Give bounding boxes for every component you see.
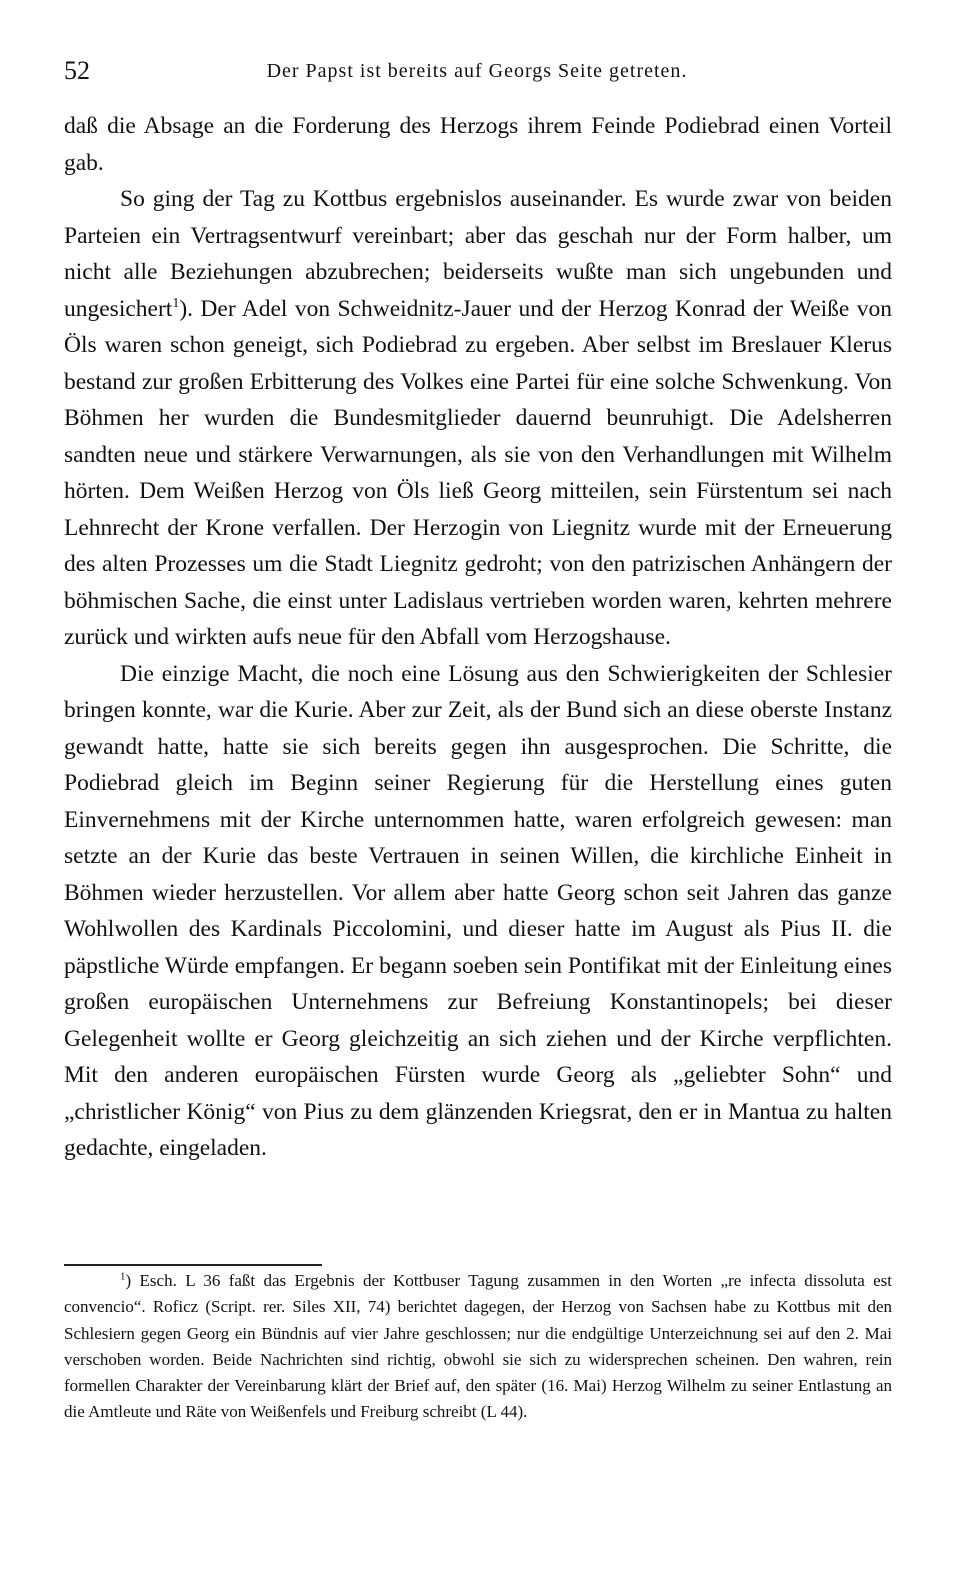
paragraph (64, 181, 892, 656)
paragraph (64, 108, 892, 181)
paragraph-text: Die einzige Macht, die noch eine Lösung aus den Schwierigkeiten der Schlesier bringen konnte, war die Kurie. Aber zur Zeit, als der Bund sich an diese oberste Instanz gewandt hatte, hatte sie sich bereits gegen ihn ausgesprochen. Die Schritte, die Podiebrad gleich im Beginn seiner Regierung für die Herstellung eines guten Einvernehmens mit der Kirche unternommen hatte, waren erfolgreich gewesen: man setzte an der Kurie das beste Vertrauen in seinen Willen, die kirchliche Einheit in Böhmen wieder herzustellen. Vor allem aber hatte Georg schon seit Jahren das ganze Wohlwollen des Kardinals Piccolomini, und dieser hatte im August als Pius II. die päpstliche Würde empfangen. Er begann soeben sein Pontifikat mit der Einleitung eines großen europäischen Unternehmens zur Befreiung Konstantinopels; bei dieser Gelegenheit wollte er Georg gleichzeitig an sich ziehen und der Kirche verpflichten. Mit den anderen europäischen Fürsten wurde Georg als „geliebter Sohn“ und „christlicher König“ von Pius zu dem glänzenden Kriegsrat, den er in Mantua zu halten gedachte, eingeladen. (64, 660, 892, 1161)
body-text (64, 108, 892, 1167)
page-header (64, 56, 890, 96)
paragraph (64, 656, 892, 1167)
paragraph-text: So ging der Tag zu Kottbus ergebnislos auseinander. Es wurde zwar von beiden Parteien ein Vertragsentwurf vereinbart; aber das geschah nur der Form halber, um nicht alle Beziehungen abzubrechen; beiderseits wußte man sich ungebunden und ungesichert (64, 186, 892, 322)
footnote (64, 1268, 892, 1426)
paragraph-text: daß die Absage an die Forderung des Herzogs ihrem Feinde Podiebrad einen Vorteil gab. (64, 113, 892, 176)
running-title: Der Papst ist bereits auf Georgs Seite getreten. (266, 60, 688, 82)
paragraph-text: ). Der Adel von Schweidnitz-Jauer und der Herzog Konrad der Weiße von Öls waren schon geneigt, sich Podiebrad zu ergeben. Aber selbst im Breslauer Klerus bestand zur großen Erbitterung des Volkes eine Partei für eine solche Schwenkung. Von Böhmen her wurden die Bundesmitglieder dauernd beunruhigt. Die Adelsherren sandten neue und stärkere Verwarnungen, als sie von den Verhandlungen mit Wilhelm hörten. Dem Weißen Herzog von Öls ließ Georg mitteilen, sein Fürstentum sei nach Lehnrecht der Krone verfallen. Der Herzogin von Liegnitz wurde mit der Erneuerung des alten Prozesses um die Stadt Liegnitz gedroht; von den patrizischen Anhängern der böhmischen Sache, die einst unter Ladislaus vertrieben worden waren, kehrten mehrere zurück und wirkten aufs neue für den Abfall vom Herzogshause. (64, 295, 892, 650)
page-number: 52 (64, 56, 90, 85)
footnote-reference[interactable]: 1 (172, 295, 180, 311)
footnote-marker: 1 (120, 1270, 126, 1283)
footnote-separator (64, 1264, 322, 1266)
footnote-text: ) Esch. L 36 faßt das Ergebnis der Kottbuser Tagung zusammen in den Worten „re infecta dissoluta est convencio“. Roficz (Script. rer. Siles XII, 74) berichtet dagegen, der Herzog von Sachsen habe zu Kottbus mit den Schlesiern gegen Georg ein Bündnis auf vier Jahre geschlossen; nur die endgültige Unterzeichnung sei auf den 2. Mai verschoben worden. Beide Nachrichten sind richtig, obwohl sie sich zu widersprechen scheinen. Den wahren, rein formellen Charakter der Vereinbarung klärt der Brief auf, den später (16. Mai) Herzog Wilhelm zu seiner Entlastung an die Amtleute und Räte von Weißenfels und Freiburg schreibt (L 44). (64, 1271, 892, 1422)
